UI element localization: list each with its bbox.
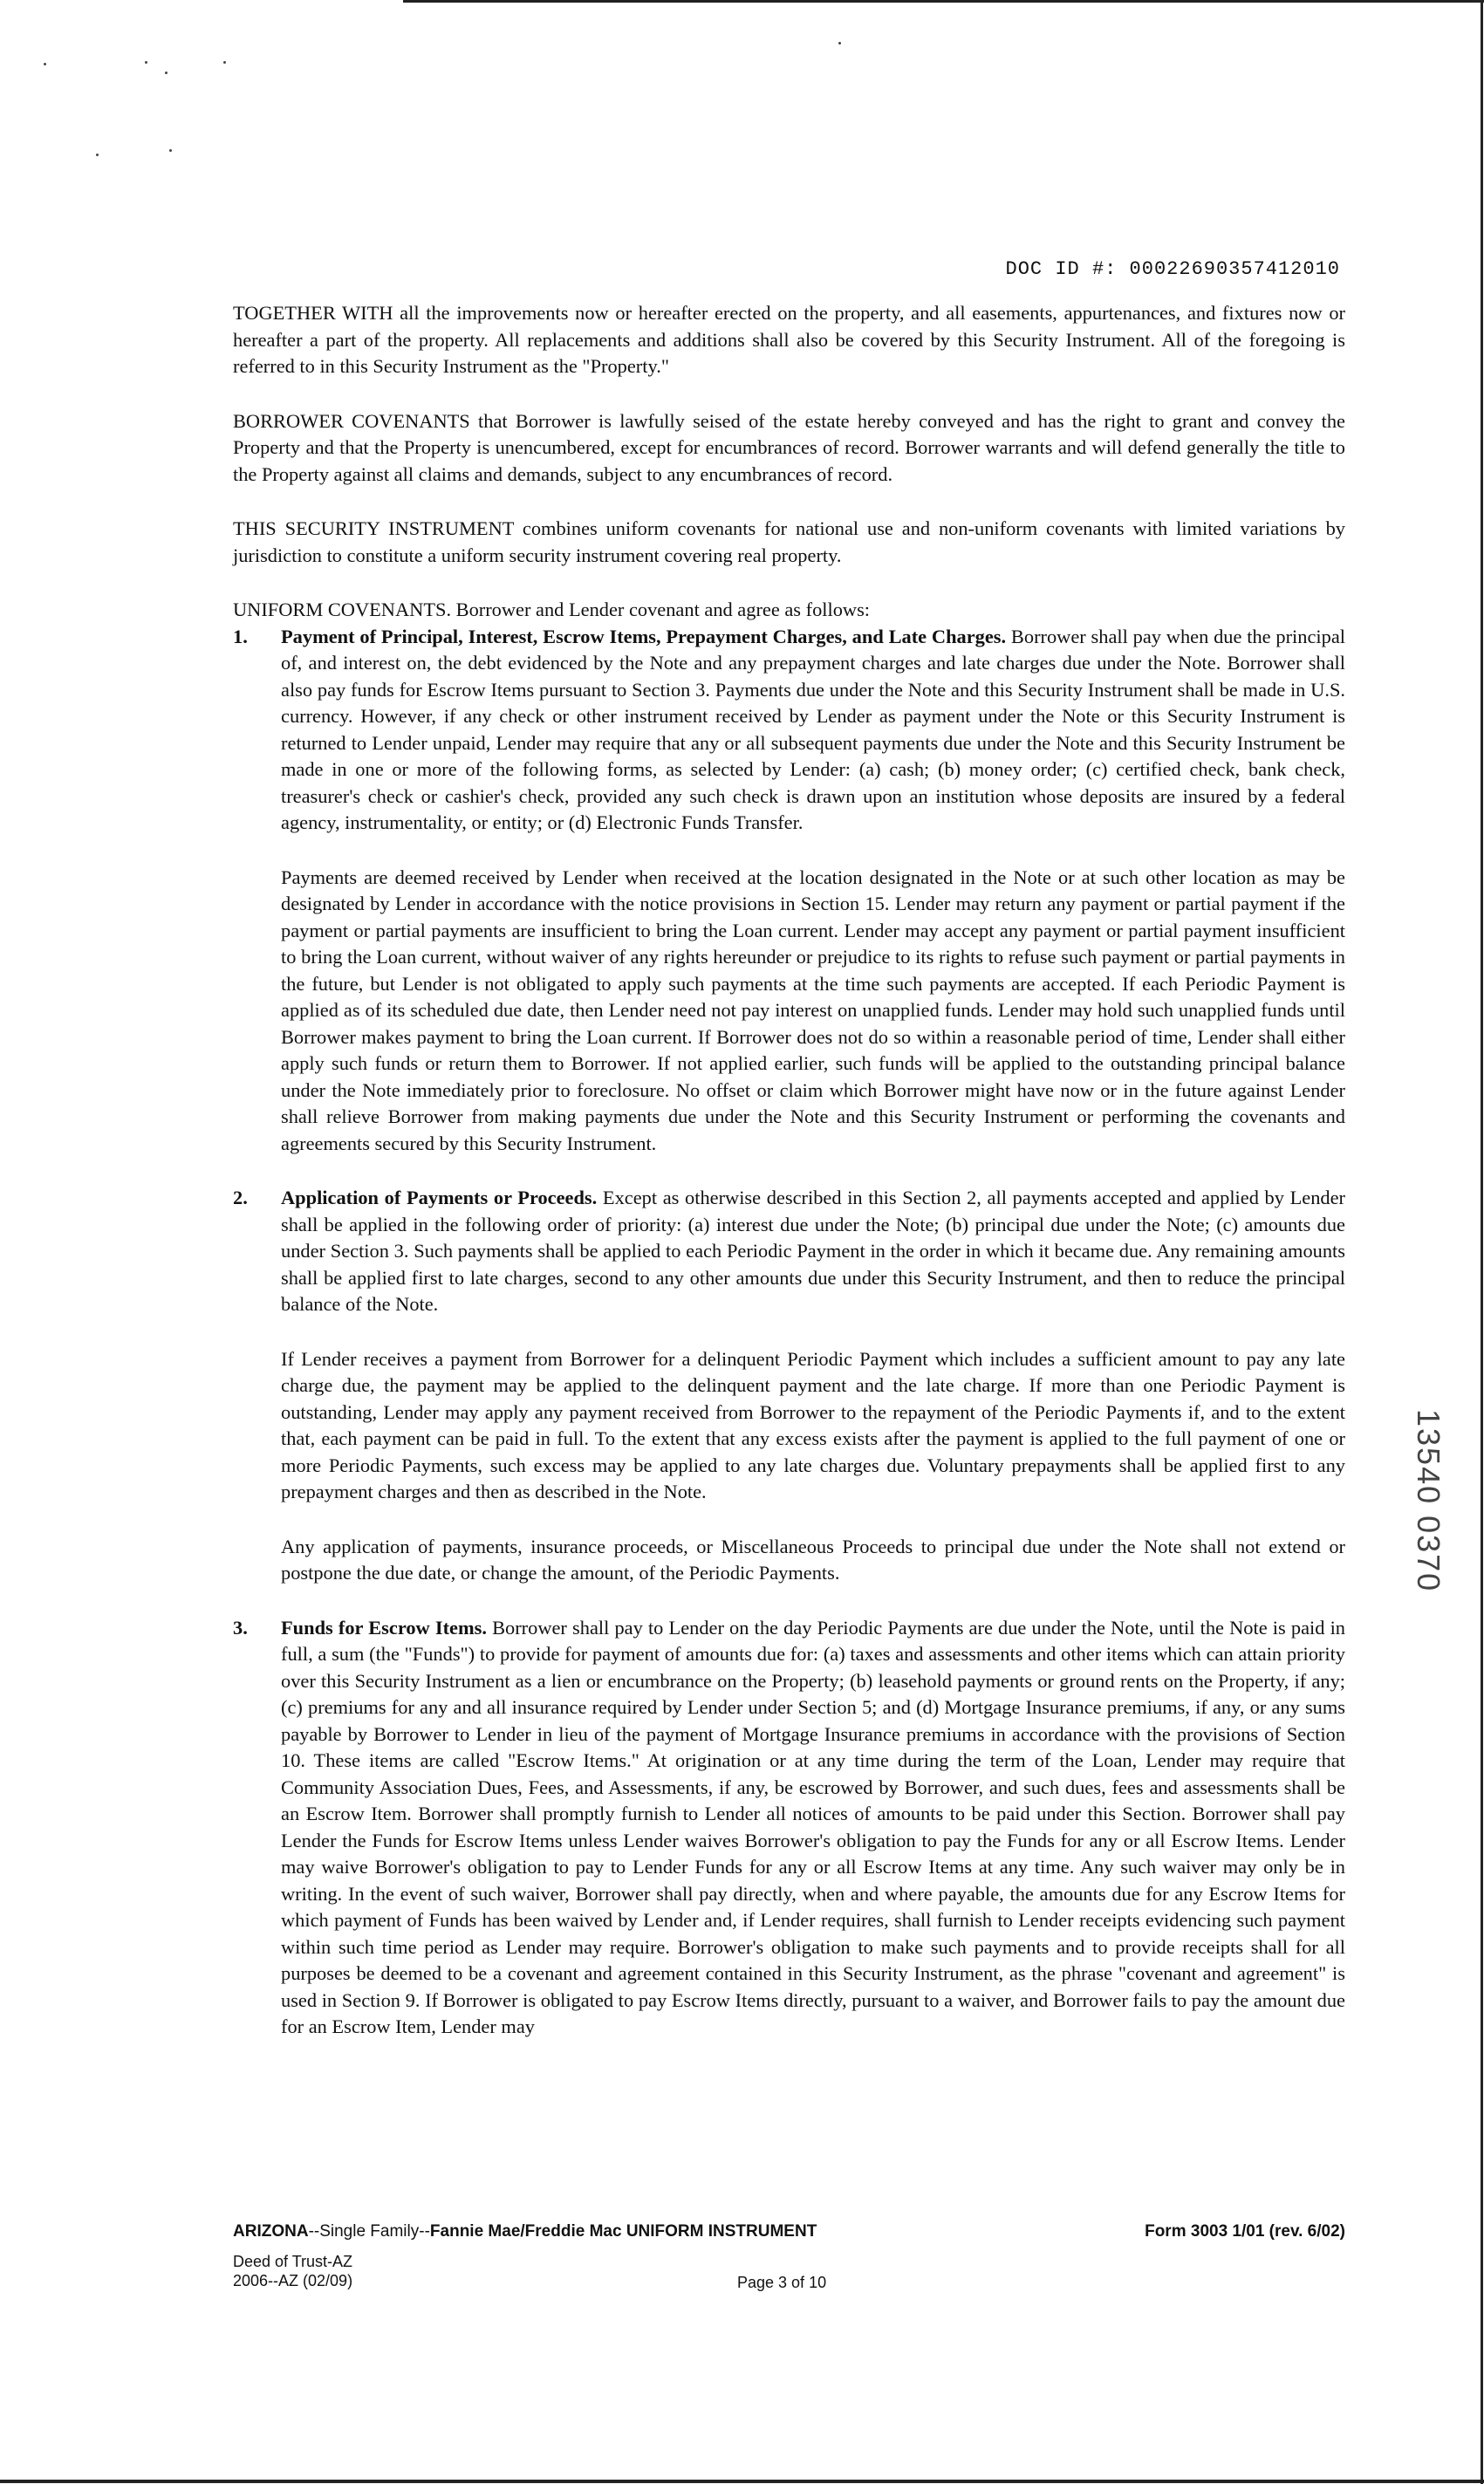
page-number: Page 3 of 10 xyxy=(737,2274,827,2291)
scan-speck xyxy=(223,61,226,64)
scan-speck xyxy=(44,63,46,65)
side-stamp: 13540 0370 xyxy=(1411,1409,1446,1593)
section-number: 2. xyxy=(233,1187,248,1208)
section-text: Borrower shall pay to Lender on the day Periodic Payments are due under the Note, until the Note is paid in full, a sum (the "Funds") to provide for payment of amounts due for: (a) taxes and assessments and other items which can attain priority over this Security Instrument as a lien or encumbrance on the Property; (b) leasehold payments or ground rents on the Property, if any; (c) premiums for any and all insurance required by Lender under Section 5; and (d) Mortgage Insurance premiums, if any, or any sums payable by Borrower to Lender in lieu of the payment of Mortgage Insurance premiums in accordance with the provisions of Section 10. These items are called "Escrow Items." At origination or at any time during the term of the Loan, Lender may require that Community Association Dues, Fees, and Assessments, if any, be escrowed by Borrower, and such dues, fees and assessments shall be an Escrow Item. Borrower shall promptly furnish to Lender all notices of amounts to be paid under this Section. Borrower shall pay Lender the Funds for Escrow Items unless Lender waives Borrower's obligation to pay the Funds for any or all Escrow Items. Lender may waive Borrower's obligation to pay to Lender Funds for any or all Escrow Items at any time. Any such waiver may only be in writing. In the event of such waiver, Borrower shall pay directly, when and where payable, the amounts due for any Escrow Items for which payment of Funds has been waived by Lender and, if Lender requires, shall furnish to Lender receipts evidencing such payment within such time period as Lender may require. Borrower's obligation to make such payments and to provide receipts shall for all purposes be deemed to be a covenant and agreement contained in this Security Instrument, as the phrase "covenant and agreement" is used in Section 9. If Borrower is obligated to pay Escrow Items directly, pursuant to a waiver, and Borrower fails to pay the amount due for an Escrow Item, Lender may xyxy=(281,1616,1345,2037)
scan-border-top xyxy=(403,0,1484,3)
section-paragraph: Any application of payments, insurance proceeds, or Miscellaneous Proceeds to principal due under the Note shall not extend or postpone the due date, or change the amount, of the Periodic Payments. xyxy=(281,1535,1345,1584)
section-3 xyxy=(233,1615,1345,2041)
page-footer xyxy=(233,2222,1345,2290)
footer-code: 2006--AZ (02/09) xyxy=(233,2272,353,2289)
section-1 xyxy=(233,624,1345,837)
section-text: Except as otherwise described in this Section 2, all payments accepted and applied by Lender shall be applied in the following order of priority: (a) interest due under the Note; (b) principal due under the Note; (c) amounts due under Section 3. Such payments shall be applied to each Periodic Payment in the order in which it became due. Any remaining amounts shall be applied first to late charges, second to any other amounts due under this Security Instrument, and then to reduce the principal balance of the Note. xyxy=(281,1187,1345,1315)
scan-border-bottom xyxy=(0,2480,1484,2483)
scan-speck xyxy=(145,61,147,64)
footer-instrument: Fannie Mae/Freddie Mac UNIFORM INSTRUMENT xyxy=(429,2222,817,2241)
together-paragraph: TOGETHER WITH all the improvements now or hereafter erected on the property, and all easements, appurtenances, and fixtures now or hereafter a part of the property. All replacements and additions shall also be covered by this Security Instrument. All of the foregoing is referred to in this Security Instrument as the "Property." xyxy=(233,302,1345,377)
scan-speck xyxy=(838,42,841,44)
section-heading: Payment of Principal, Interest, Escrow Items, Prepayment Charges, and Late Charges. xyxy=(281,625,1007,647)
section-number: 1. xyxy=(233,625,248,647)
uniform-covenants-paragraph: UNIFORM COVENANTS. Borrower and Lender covenant and agree as follows: xyxy=(233,599,871,620)
scan-speck xyxy=(165,72,168,74)
footer-deed: Deed of Trust-AZ xyxy=(233,2253,353,2270)
section-text: Borrower shall pay when due the principal of, and interest on, the debt evidenced by the Note and any prepayment charges and late charges due under the Note. Borrower shall also pay funds for Escrow Items pursuant to Section 3. Payments due under the Note and this Security Instrument shall be made in U.S. currency. However, if any check or other instrument received by Lender as payment under the Note or this Security Instrument is returned to Lender unpaid, Lender may require that any or all subsequent payments due under the Note and this Security Instrument be made in one or more of the following forms, as selected by Lender: (a) cash; (b) money order; (c) certified check, bank check, treasurer's check or cashier's check, provided any such check is drawn upon an institution whose deposits are insured by a federal agency, instrumentality, or entity; or (d) Electronic Funds Transfer. xyxy=(281,625,1345,833)
doc-id: DOC ID #: 00022690357412010 xyxy=(1005,258,1340,280)
section-paragraph: If Lender receives a payment from Borrower for a delinquent Periodic Payment which includes a sufficient amount to pay any late charge due, the payment may be applied to the delinquent payment and the late charge. If more than one Periodic Payment is outstanding, Lender may apply any payment received from Borrower to the repayment of the Periodic Payments if, and to the extent that, each payment can be paid in full. To the extent that any excess exists after the payment is applied to the full payment of one or more Periodic Payments, such excess may be applied to any late charges due. Voluntary prepayments shall be applied first to any prepayment charges and then as described in the Note. xyxy=(281,1347,1345,1502)
footer-family: --Single Family-- xyxy=(308,2222,430,2241)
document-body xyxy=(233,300,1345,2041)
security-instrument-paragraph: THIS SECURITY INSTRUMENT combines uniform covenants for national use and non-uniform covenants with limited variations by jurisdiction to constitute a uniform security instrument covering real property. xyxy=(233,517,1345,566)
borrower-covenants-paragraph: BORROWER COVENANTS that Borrower is lawfully seised of the estate hereby conveyed and has the right to grant and convey the Property and that the Property is unencumbered, except for encumbrances of record. Borrower warrants and will defend generally the title to the Property against all claims and demands, subject to any encumbrances of record. xyxy=(233,409,1345,485)
section-heading: Funds for Escrow Items. xyxy=(281,1616,487,1639)
scan-speck xyxy=(169,149,172,152)
scan-border-right xyxy=(1481,0,1483,2484)
section-heading: Application of Payments or Proceeds. xyxy=(281,1187,598,1208)
footer-state: ARIZONA xyxy=(233,2222,309,2241)
section-2 xyxy=(233,1185,1345,1318)
section-number: 3. xyxy=(233,1616,248,1639)
section-paragraph: Payments are deemed received by Lender when received at the location designated in the Note or at such other location as may be designated by Lender in accordance with the notice provisions in Section 15. Lender may return any payment or partial payment if the payment or partial payments are insufficient to bring the Loan current. Lender may accept any payment or partial payment insufficient to bring the Loan current, without waiver of any rights hereunder or prejudice to its rights to refuse such payment or partial payments in the future, but Lender is not obligated to apply such payments at the time such payments are accepted. If each Periodic Payment is applied as of its scheduled due date, then Lender need not pay interest on unapplied funds. Lender may hold such unapplied funds until Borrower makes payment to bring the Loan current. If Borrower does not do so within a reasonable period of time, Lender shall either apply such funds or return them to Borrower. If not applied earlier, such funds will be applied to the outstanding principal balance under the Note immediately prior to foreclosure. No offset or claim which Borrower might have now or in the future against Lender shall relieve Borrower from making payments due under the Note and this Security Instrument or performing the covenants and agreements secured by this Security Instrument. xyxy=(281,866,1345,1154)
footer-form: Form 3003 1/01 (rev. 6/02) xyxy=(1145,2222,1345,2241)
scan-speck xyxy=(96,154,99,156)
